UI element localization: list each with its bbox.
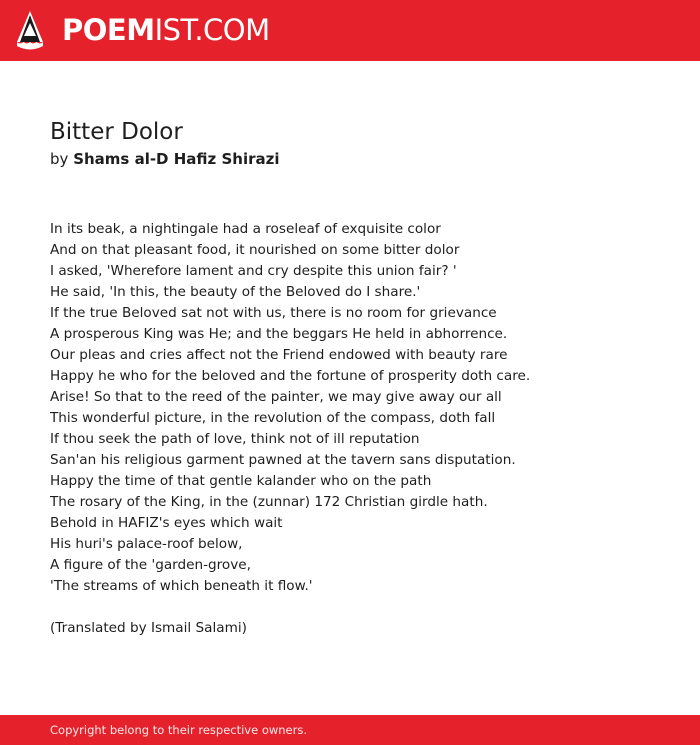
poem-line: I asked, 'Wherefore lament and cry despite this union fair? ' [50, 263, 457, 279]
poem-title: Bitter Dolor [50, 119, 183, 145]
poem-line: Our pleas and cries affect not the Friend endowed with beauty rare [50, 347, 508, 363]
author-name[interactable]: Shams al-D Hafiz Shirazi [73, 150, 280, 168]
poem-line: He said, 'In this, the beauty of the Beloved do I share.' [50, 284, 421, 300]
poem-byline [50, 148, 670, 170]
poem-line: If thou seek the path of love, think not of ill reputation [50, 431, 420, 447]
logo-light-text: IST.COM [154, 13, 270, 47]
site-footer [0, 715, 700, 745]
poem-line: A figure of the 'garden-grove, [50, 557, 251, 573]
copyright-notice: Copyright belong to their respective owners. [50, 723, 308, 737]
poem-heading [50, 117, 670, 170]
pencil-icon[interactable] [17, 11, 43, 51]
poem-line: If the true Beloved sat not with us, there is no room for grievance [50, 305, 497, 321]
logo-bold-text: POEM [62, 13, 155, 47]
poem-line: His huri's palace-roof below, [50, 536, 243, 552]
translator-credit: (Translated by Ismail Salami) [50, 620, 247, 636]
poem-line: Arise! So that to the reed of the painter, we may give away our all [50, 389, 502, 405]
poem-line: In its beak, a nightingale had a roseleaf of exquisite color [50, 221, 441, 237]
by-label: by [50, 150, 69, 168]
poem-line: Behold in HAFIZ's eyes which wait [50, 515, 283, 531]
poem-line: The rosary of the King, in the (zunnar) 172 Christian girdle hath. [50, 494, 488, 510]
poem-line: 'The streams of which beneath it flow.' [50, 578, 313, 594]
poem-line: Happy the time of that gentle kalander who on the path [50, 473, 432, 489]
poem-line: This wonderful picture, in the revolution of the compass, doth fall [50, 410, 496, 426]
poem-body [50, 219, 670, 597]
poem-line: Happy he who for the beloved and the fortune of prosperity doth care. [50, 368, 531, 384]
site-logo[interactable] [62, 12, 270, 48]
poem-line: A prosperous King was He; and the beggars He held in abhorrence. [50, 326, 508, 342]
site-header [0, 0, 700, 61]
poem-line: San'an his religious garment pawned at the tavern sans disputation. [50, 452, 516, 468]
poem-line: And on that pleasant food, it nourished on some bitter dolor [50, 242, 460, 258]
